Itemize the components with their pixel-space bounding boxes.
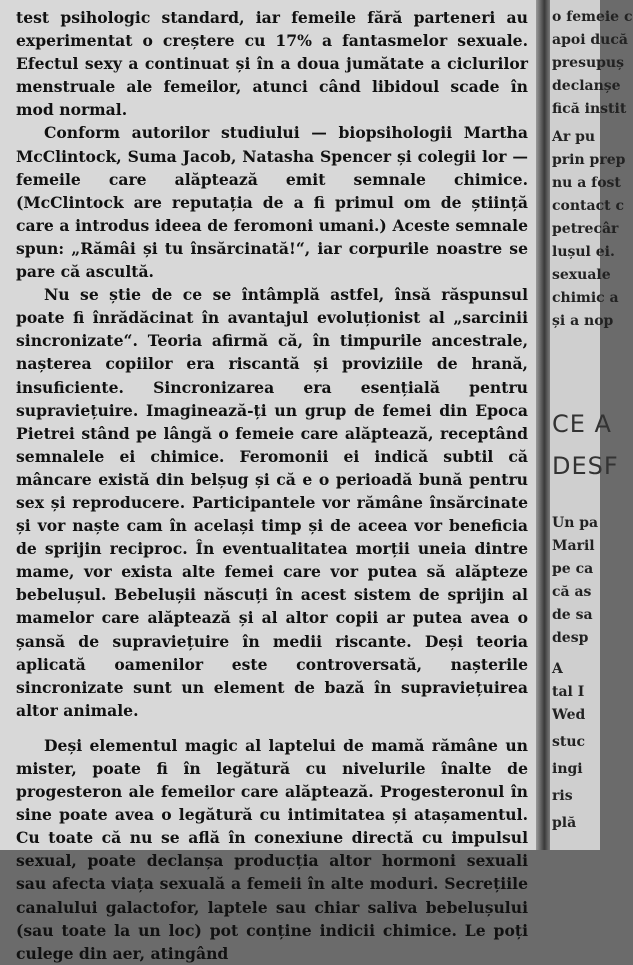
right-page-line: declanșe: [552, 78, 621, 94]
right-page-line: lușul ei.: [552, 244, 615, 260]
right-page-line: că as: [552, 584, 592, 600]
right-page-line: de sa: [552, 607, 593, 623]
right-page-line: sexuale: [552, 267, 611, 283]
right-page-line: și a nop: [552, 313, 614, 329]
right-page-line: Wed: [552, 707, 586, 723]
paragraph-2: Conform autorilor studiului — biopsihologii Martha McClintock, Suma Jacob, Natasha Spencer și colegii lor — femeile care alăptează emit semnale chimice. (McClintock are reputația de a fi primul om de știință care a introdus ideea de feromoni umani.) Aceste semnale spun: „Rămâi și tu însărcinată!“, iar corpurile noastre se pare că ascultă.: [16, 123, 528, 282]
right-page-line: Ar pu: [552, 129, 596, 145]
right-page-line: presupuș: [552, 55, 624, 71]
right-page-line: stuc: [552, 734, 586, 750]
paragraph-4: Deși elementul magic al laptelui de mamă rămâne un mister, poate fi în legătură cu nivelurile înalte de progesteron ale femeilor care alăptează. Progesteronul în sine poate avea o legătură cu intimitatea și atașamentul. Cu toate că nu se află în conexiune directă cu impulsul sexual, poate declanșa producția altor hormoni sexuali sau afecta viața sexuală a femeii în alte moduri. Secrețiile canalului galactofor, laptele sau chiar saliva bebelușului (sau toate la un loc) pot conține indicii chimice. Le poți culege din aer, atingând: [16, 735, 528, 963]
body-text: [16, 6, 528, 965]
right-page-line: apoi ducă: [552, 32, 628, 48]
right-page-line: ingi: [552, 761, 583, 777]
right-page-line: Maril: [552, 538, 595, 554]
right-page-line: plă: [552, 815, 577, 831]
right-page-line: pe ca: [552, 561, 594, 577]
right-page-line: fică instit: [552, 101, 627, 117]
right-page-line: desp: [552, 630, 589, 646]
book-spine: [536, 0, 550, 850]
right-page-heading-line: CE A: [552, 410, 612, 438]
paragraph-1: test psihologic standard, iar femeile fără parteneri au experimentat o creștere cu 17% a fantasmelor sexuale. Efectul sexy a continuat și în a doua jumătate a ciclurilor menstruale ale femeilor, atunci când libidoul scade în mod normal.: [16, 8, 528, 120]
right-page-heading-line: DESF: [552, 452, 619, 480]
right-page: [550, 0, 633, 850]
right-page-line: contact c: [552, 198, 624, 214]
paragraph-3: Nu se știe de ce se întâmplă astfel, însă răspunsul poate fi înrădăcinat în avantajul evoluționist al „sarcinii sincronizate“. Teoria afirmă că, în timpurile ancestrale, nașterea copiilor era riscantă și proviziile de hrană, insuficiente. Sincronizarea era esențială pentru supraviețuire. Imaginează-ți un grup de femei din Epoca Pietrei stând pe lângă o femeie care alăptează, receptând semnalele ei chimice. Feromonii ei indică subtil că mâncare există din belșug și că e o perioadă bună pentru sex și reproducere. Participantele vor rămâne însărcinate și vor naște cam în același timp și de aceea vor beneficia de sprijin reciproc. În eventualitatea morții uneia dintre mame, vor exista alte femei care vor putea să alăpteze bebelușul. Bebelușii născuți în acest sistem de sprijin al mamelor care alăptează și al altor copii ar putea avea o șansă de supraviețuire în medii riscante. Deși teoria aplicată oamenilor este controversată, nașterile sincronizate sunt un element de bază în supraviețuirea altor animale.: [16, 285, 528, 720]
right-page-line: chimic a: [552, 290, 619, 306]
right-page-line: A: [552, 661, 563, 677]
right-page-line: nu a fost: [552, 175, 621, 191]
right-page-line: prin prep: [552, 152, 626, 168]
right-page-line: ris: [552, 788, 573, 804]
right-page-line: o femeie c: [552, 9, 633, 25]
right-page-line: petrecâr: [552, 221, 619, 237]
right-page-line: tal I: [552, 684, 585, 700]
right-page-line: Un pa: [552, 515, 599, 531]
